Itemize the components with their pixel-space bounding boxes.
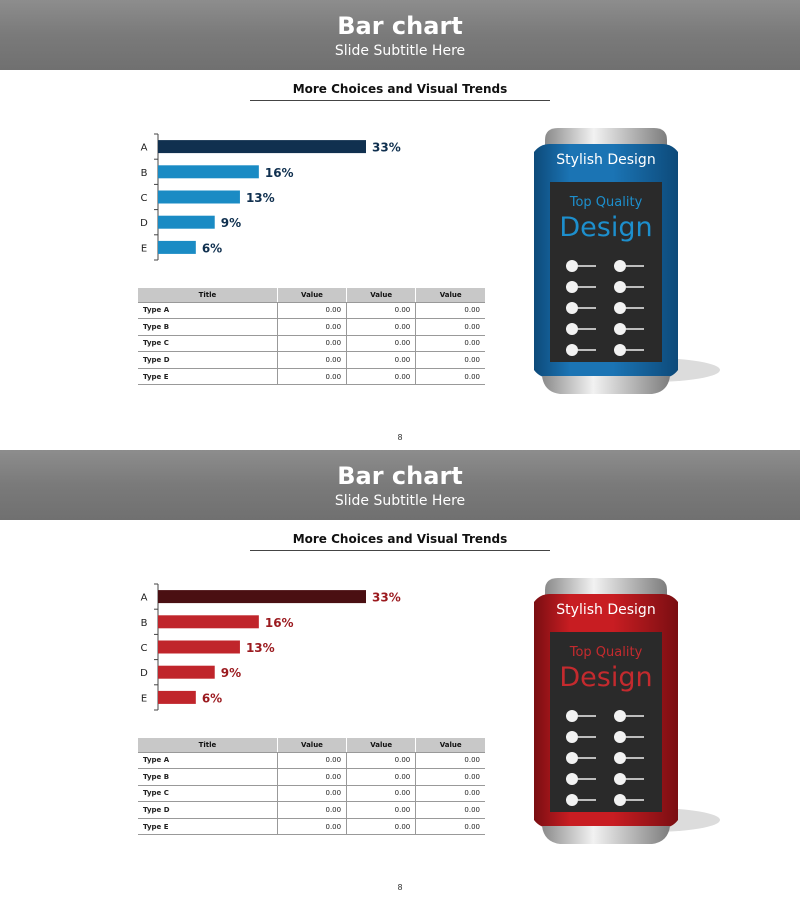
slide-header (0, 450, 800, 520)
table-cell: Type C (138, 335, 277, 352)
table-row (138, 769, 485, 786)
value-label: 9% (220, 216, 242, 231)
category-label: A (140, 592, 148, 604)
table-header-value: Value (416, 738, 485, 752)
table-header-value: Value (347, 288, 416, 302)
bar-a (158, 590, 366, 603)
bar-d (158, 666, 215, 679)
table-cell: 0.00 (347, 802, 416, 819)
heading-underline (250, 100, 550, 101)
category-label: D (140, 668, 148, 680)
category-label: C (140, 643, 148, 654)
bar-e (158, 691, 196, 704)
table-cell: 0.00 (416, 818, 485, 835)
table-cell: 0.00 (347, 335, 416, 352)
value-label: 9% (220, 666, 242, 681)
table-header-title: Title (138, 738, 277, 752)
table-cell: Type A (138, 302, 277, 319)
value-label: 16% (264, 165, 294, 180)
table-row (138, 319, 485, 336)
can-panel-line1: Top Quality (569, 195, 643, 210)
table-row (138, 302, 485, 319)
table-cell: 0.00 (347, 352, 416, 369)
table-row (138, 802, 485, 819)
category-label: E (140, 243, 148, 255)
table-cell: 0.00 (347, 785, 416, 802)
table-cell: Type E (138, 368, 277, 385)
category-label: E (140, 693, 148, 705)
table-cell: 0.00 (277, 818, 346, 835)
slide-subtitle: Slide Subtitle Here (334, 43, 466, 59)
table-cell: 0.00 (277, 368, 346, 385)
category-label: A (140, 142, 148, 154)
category-label: B (140, 617, 148, 629)
value-label: 13% (245, 191, 275, 205)
table-cell: 0.00 (416, 302, 485, 319)
table-cell: 0.00 (347, 302, 416, 319)
page-number: 8 (397, 883, 403, 892)
slide-title: Bar chart (337, 12, 463, 40)
table-row (138, 785, 485, 802)
can-top-label: Stylish Design (556, 602, 656, 618)
can-bottom-rim (542, 376, 670, 394)
table-cell: 0.00 (416, 319, 485, 336)
page-number: 8 (397, 433, 403, 442)
table-cell: 0.00 (416, 335, 485, 352)
slide-subtitle: Slide Subtitle Here (334, 493, 466, 509)
data-table (138, 288, 485, 385)
value-label: 33% (372, 590, 401, 605)
slide-header (0, 0, 800, 70)
heading-underline (250, 550, 550, 551)
bar-b (158, 615, 259, 628)
bar-chart (130, 128, 430, 268)
bar-a (158, 140, 366, 153)
table-cell: 0.00 (277, 769, 346, 786)
bar-c (158, 191, 240, 204)
bar-b (158, 165, 259, 178)
soda-can-illustration (520, 572, 720, 852)
table-cell: 0.00 (277, 302, 346, 319)
table-cell: 0.00 (416, 769, 485, 786)
table-cell: 0.00 (277, 352, 346, 369)
can-panel-line1: Top Quality (569, 645, 643, 660)
table-cell: 0.00 (347, 818, 416, 835)
table-row (138, 752, 485, 769)
table-cell: 0.00 (277, 752, 346, 769)
table-header-row (138, 738, 485, 752)
table-cell: Type D (138, 352, 277, 369)
value-label: 6% (201, 241, 223, 256)
table-header-value: Value (347, 738, 416, 752)
bar-chart (130, 578, 430, 718)
category-label: D (140, 218, 148, 230)
value-label: 16% (264, 615, 294, 630)
category-label: C (140, 193, 148, 204)
value-label: 6% (201, 691, 223, 706)
table-cell: 0.00 (416, 785, 485, 802)
table-cell: 0.00 (416, 368, 485, 385)
table-cell: 0.00 (416, 352, 485, 369)
table-cell: Type A (138, 752, 277, 769)
table-row (138, 818, 485, 835)
can-panel-line2: Design (559, 662, 653, 693)
table-cell: 0.00 (277, 802, 346, 819)
data-table (138, 738, 485, 835)
soda-can-illustration (520, 122, 720, 402)
table-cell: 0.00 (277, 785, 346, 802)
table-header-value: Value (416, 288, 485, 302)
table-header-row (138, 288, 485, 302)
table-cell: 0.00 (347, 368, 416, 385)
table-cell: Type D (138, 802, 277, 819)
bar-d (158, 216, 215, 229)
table-cell: 0.00 (277, 335, 346, 352)
category-label: B (140, 167, 148, 179)
can-bottom-rim (542, 826, 670, 844)
bar-e (158, 241, 196, 254)
table-header-value: Value (277, 738, 346, 752)
table-cell: 0.00 (416, 802, 485, 819)
table-row (138, 352, 485, 369)
table-cell: Type B (138, 769, 277, 786)
slide-red (0, 450, 800, 900)
table-cell: 0.00 (416, 752, 485, 769)
slide-title: Bar chart (337, 462, 463, 490)
value-label: 13% (245, 641, 275, 655)
table-cell: Type C (138, 785, 277, 802)
section-heading: More Choices and Visual Trends (292, 532, 508, 546)
table-row (138, 368, 485, 385)
can-panel-line2: Design (559, 212, 653, 243)
table-cell: 0.00 (277, 319, 346, 336)
bar-c (158, 641, 240, 654)
section-heading: More Choices and Visual Trends (292, 82, 508, 96)
table-cell: Type E (138, 818, 277, 835)
table-cell: 0.00 (347, 769, 416, 786)
can-top-label: Stylish Design (556, 152, 656, 168)
table-header-value: Value (277, 288, 346, 302)
table-row (138, 335, 485, 352)
table-cell: 0.00 (347, 319, 416, 336)
value-label: 33% (372, 140, 401, 155)
table-header-title: Title (138, 288, 277, 302)
table-cell: 0.00 (347, 752, 416, 769)
table-cell: Type B (138, 319, 277, 336)
